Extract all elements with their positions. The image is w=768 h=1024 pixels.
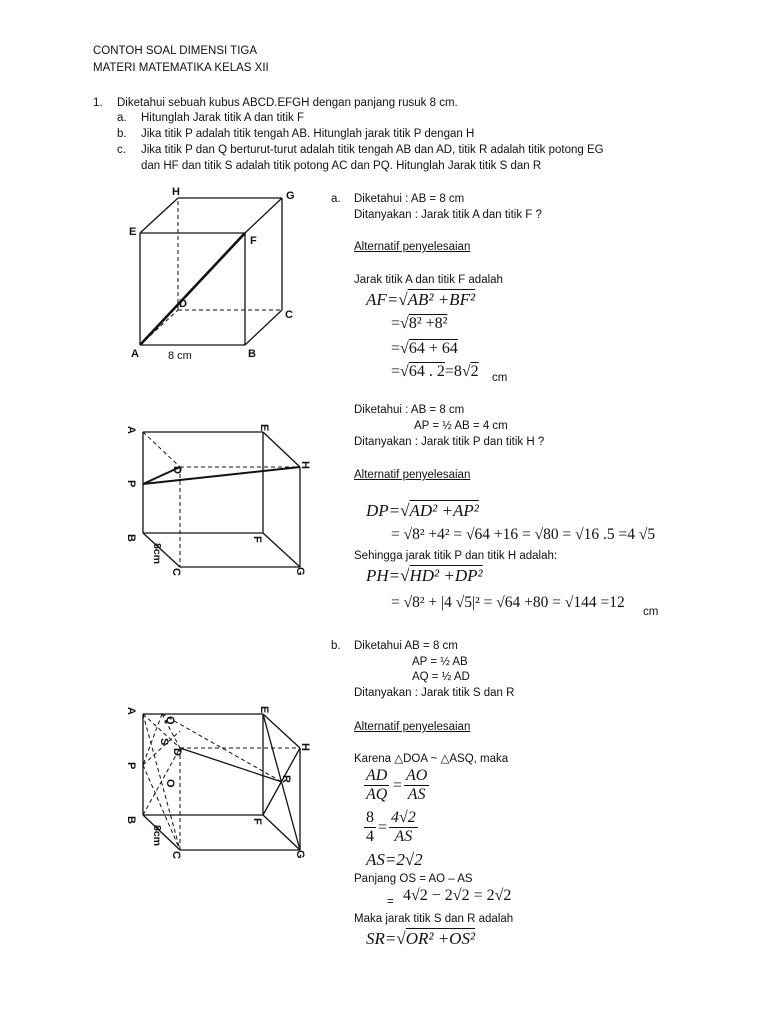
vertex-label: E <box>129 226 137 238</box>
fraction: $\frac{8}{4}$ <box>366 809 374 845</box>
equation-line: = √8² + |4 √5|² = √64 +80 = √144 =12 <box>391 594 625 611</box>
vertex-label: C <box>285 309 293 321</box>
alt-heading: Alternatif penyelesaian <box>354 469 471 481</box>
vertex-label: D <box>179 298 187 310</box>
doc-title: CONTOH SOAL DIMENSI TIGA <box>93 45 258 57</box>
unit-label: cm <box>492 372 508 384</box>
vertex-label: P <box>125 762 137 770</box>
known-line: Diketahui : AB = 8 cm <box>354 404 465 416</box>
vertex-label: D <box>171 748 183 756</box>
problem-statement: Diketahui sebuah kubus ABCD.EFGH dengan panjang rusuk 8 cm. <box>117 97 458 109</box>
alt-heading: Alternatif penyelesaian <box>354 241 471 253</box>
asked-line: Ditanyakan : Jarak titik P dan titik H ? <box>354 436 545 448</box>
vertex-label: A <box>125 426 137 434</box>
equation-line: =√64 + 64 <box>391 340 458 357</box>
vertex-label: B <box>125 534 137 542</box>
item-text: Hitunglah Jarak titik A dan titik F <box>141 112 304 124</box>
equation-line: DP=√AD² +AP² <box>366 501 479 520</box>
because-line: Karena △DOA ~ △ASQ, maka <box>354 753 509 765</box>
fraction: $\frac{AO}{AS}$ <box>406 767 428 803</box>
sol-marker: b. <box>331 640 341 652</box>
unit-label: cm <box>643 606 659 618</box>
sol-marker: a. <box>331 193 341 205</box>
vertex-label: R <box>280 775 292 783</box>
equation-line: PH=√HD² +DP² <box>366 566 483 585</box>
vertex-label: H <box>172 186 180 198</box>
intro-line: Jarak titik A dan titik F adalah <box>354 274 503 286</box>
equation-line: 4√2 − 2√2 = 2√2 <box>403 887 512 904</box>
item-text: dan HF dan titik S adalah titik potong AC dan PQ. Hitunglah Jarak titik S dan R <box>141 160 542 172</box>
os-label: Panjang OS = AO – AS <box>354 873 473 885</box>
final-intro: Maka jarak titik S dan R adalah <box>354 913 514 925</box>
equation-line: =√64 . 2=8√2 <box>391 363 479 380</box>
asked-line: Ditanyakan : Jarak titik A dan titik F ? <box>354 209 542 221</box>
item-marker: b. <box>117 128 127 140</box>
conclusion-line: Sehingga jarak titik P dan titik H adalah: <box>354 550 558 562</box>
item-text: Jika titik P adalah titik tengah AB. Hitunglah jarak titik P dengan H <box>141 128 475 140</box>
edge-length-label: 8 cm <box>168 350 192 362</box>
fraction: $\frac{AD}{AQ}$ <box>366 767 388 803</box>
vertex-label: G <box>294 850 306 859</box>
vertex-label: F <box>251 818 263 825</box>
vertex-label: A <box>131 348 139 360</box>
known-line: Diketahui AB = 8 cm <box>354 640 458 652</box>
equals-sign: = <box>387 896 394 908</box>
vertex-label: O <box>164 779 176 788</box>
equation-line: =√8² +8² <box>391 315 448 332</box>
equals-sign: = <box>393 777 403 794</box>
vertex-label: S <box>158 738 170 746</box>
equation-line: = √8² +4² = √64 +16 = √80 = √16 .5 =4 √5 <box>391 526 656 543</box>
vertex-label: E <box>258 706 270 714</box>
vertex-label: G <box>294 567 306 576</box>
vertex-label: H <box>299 461 311 469</box>
equation-line: SR=√OR² +OS² <box>366 929 476 948</box>
vertex-label: A <box>125 707 137 715</box>
alt-heading: Alternatif penyelesaian <box>354 721 471 733</box>
vertex-label: F <box>250 235 257 247</box>
doc-subtitle: MATERI MATEMATIKA KELAS XII <box>93 62 269 74</box>
vertex-label: B <box>248 348 256 360</box>
vertex-label: D <box>171 466 183 474</box>
equation-line: AS=2√2 <box>366 850 423 869</box>
equals-sign: = <box>378 819 388 836</box>
vertex-label: P <box>125 480 137 488</box>
known-line: Diketahui : AB = 8 cm <box>354 193 465 205</box>
vertex-label: E <box>258 424 270 432</box>
known-line: AP = ½ AB <box>412 656 468 668</box>
vertex-label: B <box>125 816 137 824</box>
problem-number: 1. <box>93 97 103 109</box>
vertex-label: Q <box>164 716 176 725</box>
equation-line: AF=√AB² +BF² <box>366 290 476 309</box>
known-line: AP = ½ AB = 4 cm <box>414 420 508 432</box>
edge-length-label: 8cm <box>151 543 163 565</box>
asked-line: Ditanyakan : Jarak titik S dan R <box>354 687 515 699</box>
known-line: AQ = ½ AD <box>412 671 470 683</box>
fraction: $\frac{4√2}{AS}$ <box>391 809 416 845</box>
item-text: Jika titik P dan Q berturut-turut adalah titik tengah AB dan AD, titik R adalah titik potong EG <box>141 144 604 156</box>
item-marker: c. <box>117 144 126 156</box>
vertex-label: C <box>170 851 182 859</box>
vertex-label: H <box>299 743 311 751</box>
item-marker: a. <box>117 112 127 124</box>
vertex-label: C <box>170 568 182 576</box>
vertex-label: F <box>251 536 263 543</box>
vertex-label: G <box>286 190 295 202</box>
edge-length-label: 8cm <box>151 825 163 847</box>
